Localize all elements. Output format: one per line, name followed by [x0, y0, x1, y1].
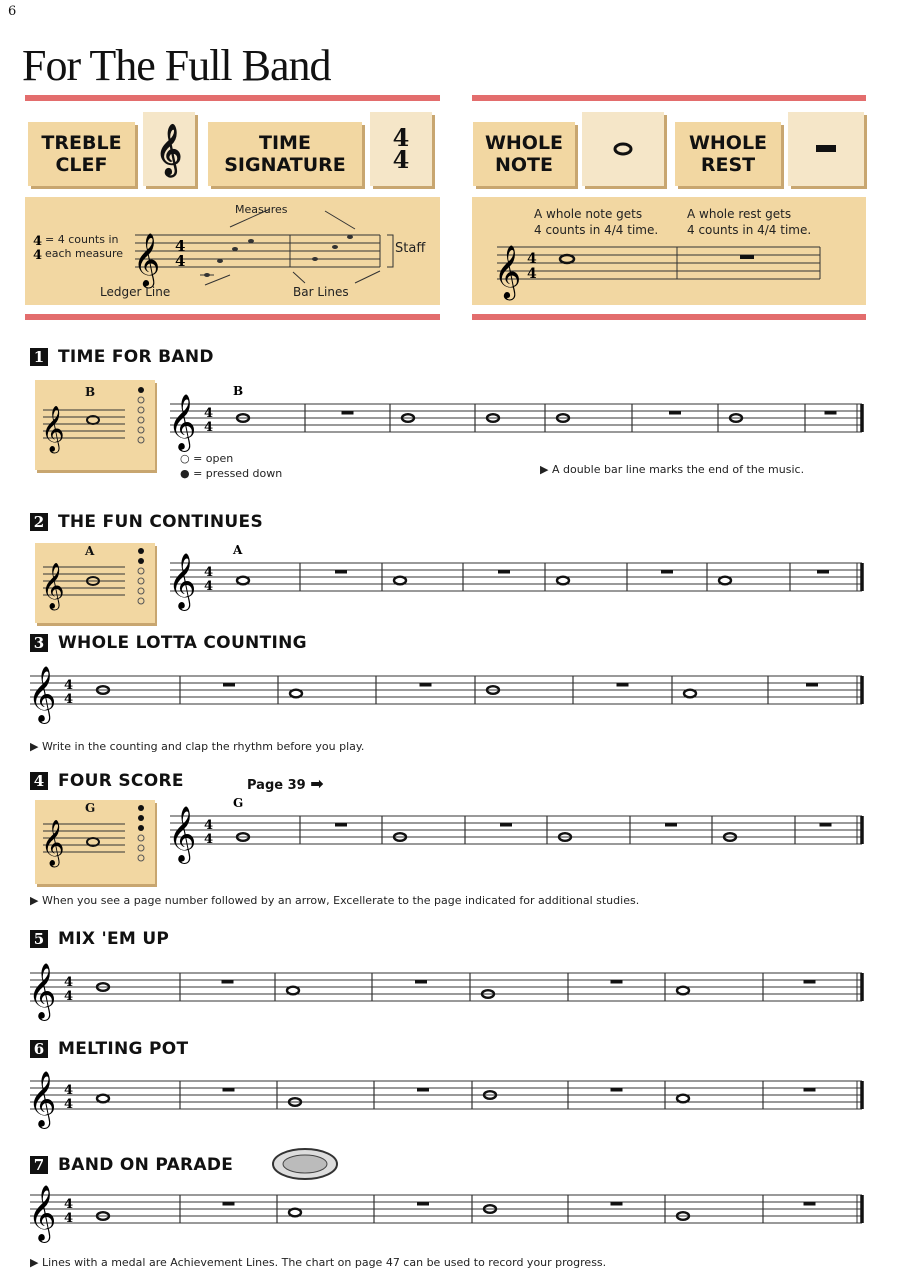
- time-signature-bottom: 4: [64, 1097, 74, 1112]
- time-signature-label: TIME SIGNATURE: [208, 122, 362, 186]
- whole-rest: [665, 823, 677, 827]
- svg-text:4: 4: [527, 266, 537, 282]
- whole-note: [287, 987, 299, 995]
- time-signature-icon: 4 4: [370, 112, 432, 186]
- whole-rest: [335, 570, 347, 574]
- note-name: A: [85, 544, 95, 558]
- whole-note-text-1: A whole note gets: [534, 207, 643, 221]
- whole-rest: [825, 411, 837, 415]
- whole-rest: [223, 1202, 235, 1206]
- treble-clef-icon: 𝄞: [28, 666, 57, 722]
- time-signature-bottom: 4: [64, 1211, 74, 1226]
- treble-clef-icon: 𝄞: [143, 112, 195, 186]
- time-signature-top: 4: [64, 975, 74, 990]
- whole-note-text-2: 4 counts in 4/4 time.: [534, 223, 659, 237]
- svg-text:4: 4: [33, 234, 43, 249]
- exercise-title: THE FUN CONTINUES: [58, 512, 263, 532]
- counting-note: ▶ Write in the counting and clap the rhythm before you play.: [30, 740, 365, 753]
- treble-clef-icon: 𝄞: [28, 1185, 57, 1241]
- treble-clef-icon: 𝄞: [168, 394, 197, 450]
- bar-lines-label: Bar Lines: [293, 285, 349, 299]
- note-name: G: [85, 801, 96, 815]
- whole-note: [394, 577, 406, 585]
- exercise-number: 6: [30, 1040, 48, 1058]
- exercise-title: BAND ON PARADE: [58, 1155, 234, 1175]
- whole-note: [719, 577, 731, 585]
- whole-rest-text-2: 4 counts in 4/4 time.: [687, 223, 812, 237]
- whole-note: [557, 577, 569, 585]
- exercise-number: 2: [30, 513, 48, 531]
- exercise-title: WHOLE LOTTA COUNTING: [58, 633, 307, 653]
- treble-clef-icon: 𝄞: [168, 553, 197, 609]
- time-signature-bottom: 4: [64, 989, 74, 1004]
- whole-rest: [817, 570, 829, 574]
- whole-note: [237, 577, 249, 585]
- note-label: G: [233, 796, 244, 810]
- treble-clef-icon: 𝄞: [28, 1071, 57, 1127]
- whole-note: [290, 690, 302, 698]
- time-signature-top: 4: [204, 406, 214, 421]
- whole-rest: [661, 570, 673, 574]
- whole-note: [677, 987, 689, 995]
- ledger-line-label: Ledger Line: [100, 285, 171, 299]
- double-bar-note: ▶ A double bar line marks the end of the music.: [540, 463, 805, 476]
- whole-rest: [617, 683, 629, 687]
- svg-text:4: 4: [33, 248, 43, 263]
- medal-note: ▶ Lines with a medal are Achievement Lines. The chart on page 47 can be used to record your progress.: [30, 1256, 607, 1269]
- whole-rest: [417, 1088, 429, 1092]
- whole-rest: [806, 683, 818, 687]
- time-signature-bottom: 4: [204, 832, 214, 847]
- time-signature-bottom: 4: [204, 420, 214, 435]
- whole-rest: [417, 1202, 429, 1206]
- page-ref-link[interactable]: Page 39 ➡: [247, 774, 324, 793]
- svg-text:𝄞: 𝄞: [41, 820, 65, 866]
- whole-note: [97, 1095, 109, 1103]
- whole-rest: [804, 1202, 816, 1206]
- ts-explanation: = 4 counts in each measure: [45, 233, 123, 260]
- whole-note: [677, 1095, 689, 1103]
- exercise-title: MELTING POT: [58, 1039, 189, 1059]
- exercise-title: TIME FOR BAND: [58, 347, 214, 367]
- time-signature-top: 4: [64, 1083, 74, 1098]
- whole-rest: [611, 980, 623, 984]
- whole-rest: [820, 823, 832, 827]
- whole-rest: [500, 823, 512, 827]
- whole-rest: [223, 683, 235, 687]
- page-arrow-note: ▶ When you see a page number followed by an arrow, Excellerate to the page indicated for additional studies.: [30, 894, 640, 907]
- whole-rest: [222, 980, 234, 984]
- note-label: A: [233, 543, 243, 557]
- svg-text:4: 4: [175, 252, 186, 270]
- exercise-number: 5: [30, 930, 48, 948]
- time-signature-top: 4: [204, 818, 214, 833]
- time-signature-top: 4: [64, 1197, 74, 1212]
- whole-note: [289, 1209, 301, 1217]
- time-signature-bottom: 4: [64, 692, 74, 707]
- note-name: B: [85, 385, 96, 399]
- treble-clef-label: TREBLE CLEF: [28, 122, 135, 186]
- whole-rest: [415, 980, 427, 984]
- page-number: 6: [8, 4, 17, 19]
- whole-rest: [498, 570, 510, 574]
- whole-rest: [804, 980, 816, 984]
- time-signature-bottom: 4: [204, 579, 214, 594]
- note-label: B: [233, 384, 244, 398]
- legend-open: ○ = open: [180, 452, 234, 465]
- staff-clef-icon: 𝄞: [133, 232, 161, 286]
- whole-rest: [335, 823, 347, 827]
- svg-text:4: 4: [527, 251, 537, 267]
- whole-rest: [669, 411, 681, 415]
- whole-rest: [223, 1088, 235, 1092]
- time-signature-top: 4: [204, 565, 214, 580]
- whole-rest-text-1: A whole rest gets: [687, 207, 792, 221]
- whole-rest: [420, 683, 432, 687]
- exercise-number: 7: [30, 1156, 48, 1174]
- staff-label: Staff: [395, 241, 426, 256]
- svg-text:4: 4: [175, 237, 186, 255]
- whole-note: [684, 690, 696, 698]
- whole-rest: [611, 1088, 623, 1092]
- exercise-title: FOUR SCORE: [58, 771, 184, 791]
- exercise-number: 1: [30, 348, 48, 366]
- whole-rest-label: WHOLE REST: [675, 122, 781, 186]
- page-title: For The Full Band: [22, 41, 331, 90]
- legend-pressed: ● = pressed down: [180, 467, 283, 480]
- exercise-number: 3: [30, 634, 48, 652]
- svg-text:𝄞: 𝄞: [41, 406, 65, 452]
- whole-rest: [804, 1088, 816, 1092]
- treble-clef-icon: 𝄞: [28, 963, 57, 1019]
- arrow-right-icon: ➡: [310, 774, 324, 793]
- whole-rest: [611, 1202, 623, 1206]
- exercise-title: MIX 'EM UP: [58, 929, 170, 949]
- measures-label: Measures: [235, 203, 288, 216]
- svg-text:𝄞: 𝄞: [494, 244, 522, 298]
- exercise-number: 4: [30, 772, 48, 790]
- time-signature-top: 4: [64, 678, 74, 693]
- svg-text:𝄞: 𝄞: [41, 563, 65, 609]
- whole-note-label: WHOLE NOTE: [473, 122, 575, 186]
- treble-clef-icon: 𝄞: [168, 806, 197, 862]
- whole-rest: [342, 411, 354, 415]
